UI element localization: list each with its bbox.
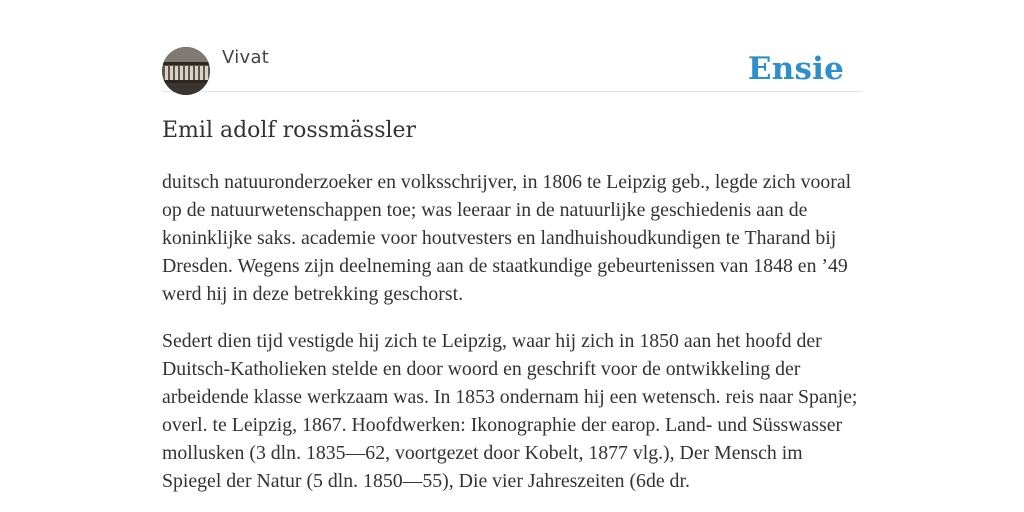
- author-name[interactable]: Vivat: [222, 47, 270, 68]
- brand-logo[interactable]: Ensie: [747, 51, 844, 87]
- page-title: Emil adolf rossmässler: [162, 118, 417, 143]
- header: [162, 0, 862, 92]
- page: [162, 0, 862, 492]
- author-avatar[interactable]: [162, 47, 210, 95]
- article-paragraph: Sedert dien tijd vestigde hij zich te Leipzig, waar hij zich in 1850 aan het hoofd der Duitsch-Katholieken stelde en door woord en geschrift voor de ontwikkeling der arbeidende klasse werkzaam was. In 1853 ondernam hij een wetensch. reis naar Spanje; overl. te Leipzig, 1867. Hoofdwerken: Ikonographie der earop. Land- und Süsswasser mollusken (3 dln. 1835—62, voortgezet door Kobelt, 1877 vlg.), Der Mensch im Spiegel der Natur (5 dln. 1850—55), Die vier Jahreszeiten (6de dr.: [162, 330, 858, 492]
- article-paragraph: duitsch natuuronderzoeker en volksschrijver, in 1806 te Leipzig geb., legde zich vooral op de natuurwetenschappen toe; was leeraar in de natuurlijke geschiedenis aan de koninklijke saks. academie voor houtvesters en landhuishoudkundigen te Tharand bij Dresden. Wegens zijn deelneming aan de staatkundige gebeurtenissen van 1848 en ’49 werd hij in deze betrekking geschorst.: [162, 171, 852, 305]
- bookshelf-avatar-icon: [162, 47, 210, 95]
- article-body: [162, 168, 862, 512]
